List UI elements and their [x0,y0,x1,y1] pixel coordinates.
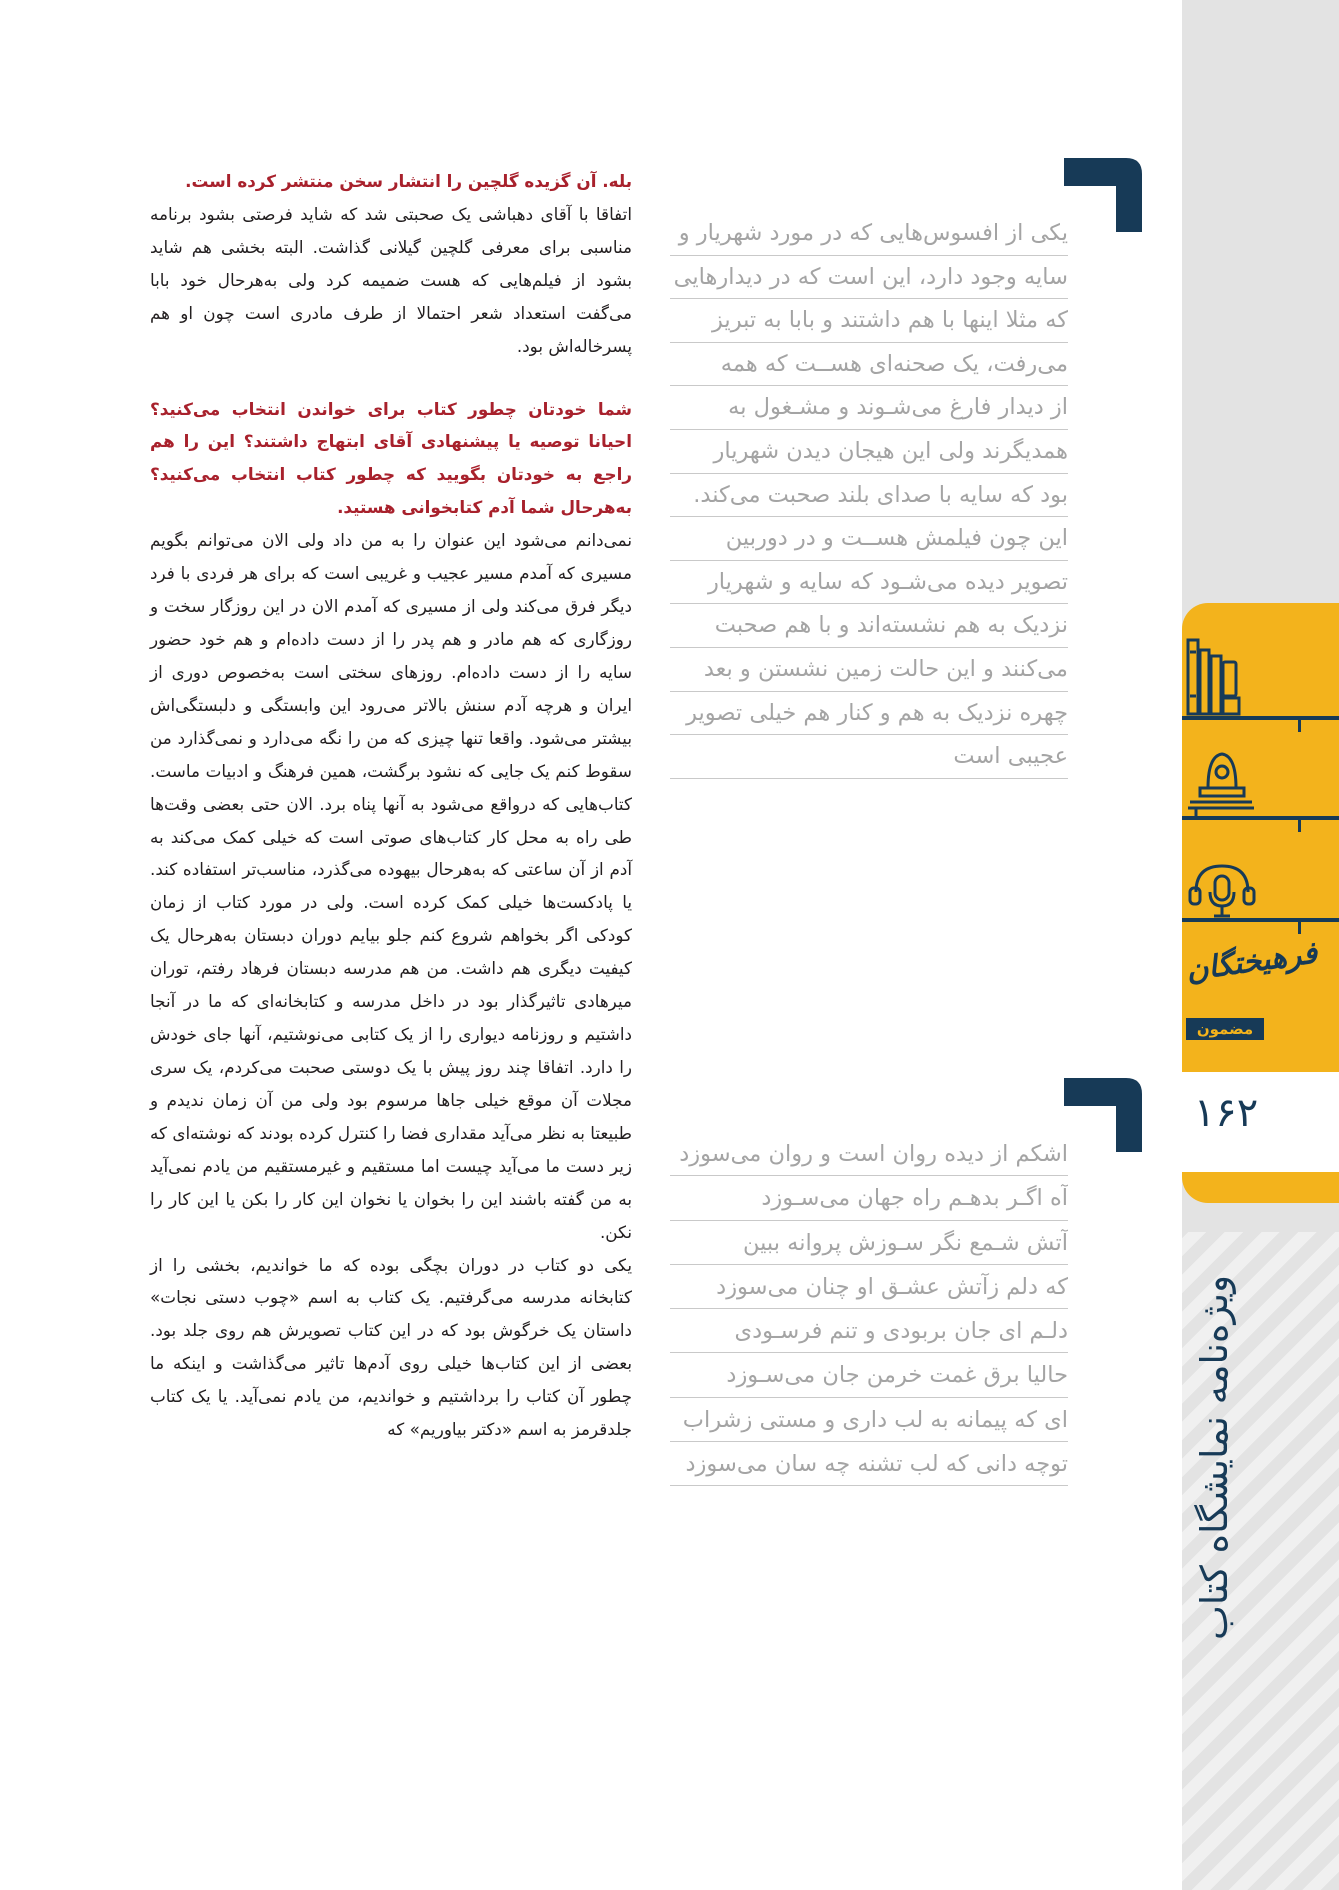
shelf-line [1182,918,1339,922]
pull-quote-line: همدیگرند ولی این هیجان دیدن شهریار [670,430,1068,474]
pull-quote-line: از دیدار فارغ می‌شـوند و مشـغول به [670,386,1068,430]
poem-line: ای که پیمانه به لب داری و مستی زشراب [670,1398,1068,1442]
pull-quote-line: عجیبی است [670,735,1068,779]
pull-quote-line: می‌رفت، یک صحنه‌ای هســت که همه [670,343,1068,387]
poem-line: آتش شـمع نگر سـوزش پروانه ببین [670,1221,1068,1265]
pull-quote-line: سایه وجود دارد، این است که در دیدارهایی [670,256,1068,300]
poem [670,1132,1068,1486]
shelf-leg [1298,720,1301,732]
pull-quote [670,212,1068,779]
poem-line: دلـم ای جان بربودی و تنم فرسـودی [670,1309,1068,1353]
answer-2: نمی‌دانم می‌شود این عنوان را به من داد ولی الان می‌توانم بگویم مسیری که آمدم مسیر عجیب و غریبی است که برای هر فردی با فرد دیگر فرق می‌کند ولی از مسیری که آمدم الان در این روزگار سخت و روزگاری که هم مادر و هم پدر را از دست داده‌ام و هم خود حضور سایه را از دست داده‌ام. روزهای سختی است به‌خصوص دوری از ایران و هرچه آدم سنش بالاتر می‌رود این وابستگی و دلبستگی‌اش بیشتر می‌شود. واقعا تنها چیزی که من را نگه می‌دارد و نمی‌گذارد من سقوط کنم یک جایی که نشود برگشت، همین فرهنگ و ادبیات ماست. کتاب‌هایی که درواقع می‌شود به آنها پناه برد. الان حتی بعضی وقت‌ها طی راه به محل کار کتاب‌های صوتی است که خیلی کمک می‌کند به آدم از آن ساعتی که به‌هرحال بیهوده می‌گذرد، مناسب‌تر استفاده کند. یا پادکست‌ها خیلی کمک کرده است. ولی در مورد کتاب از زمان کودکی اگر بخواهم شروع کنم جلو بیایم دوران دبستان به‌هرحال یک کیفیت دیگری هم داشت. من هم مدرسه دبستان فرهاد رفتم، توران میرهادی تاثیرگذار بود در داخل مدرسه و کتابخانه‌ای که ما در آنجا داشتیم و روزنامه دیواری را از یک کتابی می‌نوشتیم، آنها جای خودش را دارد. اتفاقا چند روز پیش با یک دوستی صحبت می‌کردم، یک سری مجلات آن موقع خیلی جاها مرسوم بود ولی من آن زمان ندیدم و طبیعتا به نظر می‌آید مقداری فضا را کنترل کرده بودند که نوشته‌ای که زیر دست ما می‌آید چیست اما مستقیم و غیرمستقیم من یادم نمی‌آید به من گفته باشند این را بخوان یا نخوان این کار را بکن یا این کار را نکن. [150,530,632,1242]
bookshelf-icon [1186,636,1242,716]
page-number: ۱۶۲ [1193,1090,1259,1136]
shelf-line [1182,716,1339,720]
desk-lamp-icon [1186,744,1256,816]
pull-quote-line: بود که سایه با صدای بلند صحبت می‌کند. [670,474,1068,518]
shelf-leg [1298,922,1301,934]
sub-brand: مضمون [1186,1018,1264,1040]
question-2: شما خودتان چطور کتاب برای خواندن انتخاب می‌کنید؟ احیانا توصیه یا پیشنهادی آقای ابتهاج داشتند؟ این را هم راجع به خودتان بگویید که چطور کتاب انتخاب می‌کنید؟ به‌هرحال شما آدم کتابخوانی هستید. [150,398,632,518]
answer-3: یکی دو کتاب در دوران بچگی بوده که ما خواندیم، بخشی را از کتابخانه مدرسه می‌گرفتیم. یک کتاب به اسم «چوب دستی نجات» داستان یک خرگوش بود که در این کتاب تصویرش هم روی جلد بود. بعضی از این کتاب‌ها خیلی روی آدم‌ها تاثیر می‌گذاشت و اینکه ما چطور آن کتاب را برداشتیم و خواندیم، من یادم نمی‌آید. یا یک کتاب جلدقرمز به اسم «دکتر بیاوریم» که [150,1254,632,1440]
vertical-section-title: ویژه‌نامه نمایشگاه کتاب [1193,1275,1236,1640]
quote-mark-icon [1064,158,1142,232]
pull-quote-line: که مثلا اینها با هم داشتند و بابا به تبریز [670,299,1068,343]
pull-quote-line: نزدیک به هم نشسته‌اند و با هم صحبت [670,604,1068,648]
poem-line: که دلم زآتش عشـق او چنان می‌سوزد [670,1265,1068,1309]
pull-quote-line: تصویر دیده می‌شـود که سایه و شهریار [670,561,1068,605]
shelf-leg [1298,820,1301,832]
quote-mark-icon [1064,1078,1142,1152]
pull-quote-line: این چون فیلمش هســت و در دوربین [670,517,1068,561]
headphones-microphone-icon [1186,862,1258,918]
article-column [150,165,632,1446]
pull-quote-line: یکی از افسوس‌هایی که در مورد شهریار و [670,212,1068,256]
poem-line: اشکم از دیده روان است و روان می‌سوزد [670,1132,1068,1176]
shelf-line [1182,816,1339,820]
pull-quote-line: چهره نزدیک به هم و کنار هم خیلی تصویر [670,692,1068,736]
brand-logo: فرهیختگان [1183,935,1320,989]
poem-line: آه اگـر بدهـم راه جهان می‌سـوزد [670,1176,1068,1220]
question-1: بله. آن گزیده گلچین را انتشار سخن منتشر کرده است. [185,171,632,191]
poem-line: حالیا برق غمت خرمن جان می‌سـوزد [670,1353,1068,1397]
answer-1: اتفاقا با آقای دهباشی یک صحبتی شد که شاید فرصتی بشود برنامه مناسبی برای معرفی گلچین گیلانی گذاشت. البته بخشی هم شاید بشود از فیلم‌هایی که هست ضمیمه کرد ولی به‌هرحال خود بابا می‌گفت استعداد شعر احتمالا از طرف مادری است چون او هم پسرخاله‌اش بود. [150,203,632,356]
poem-line: توچه دانی که لب تشنه چه سان می‌سوزد [670,1442,1068,1486]
pull-quote-line: می‌کنند و این حالت زمین نشستن و بعد [670,648,1068,692]
